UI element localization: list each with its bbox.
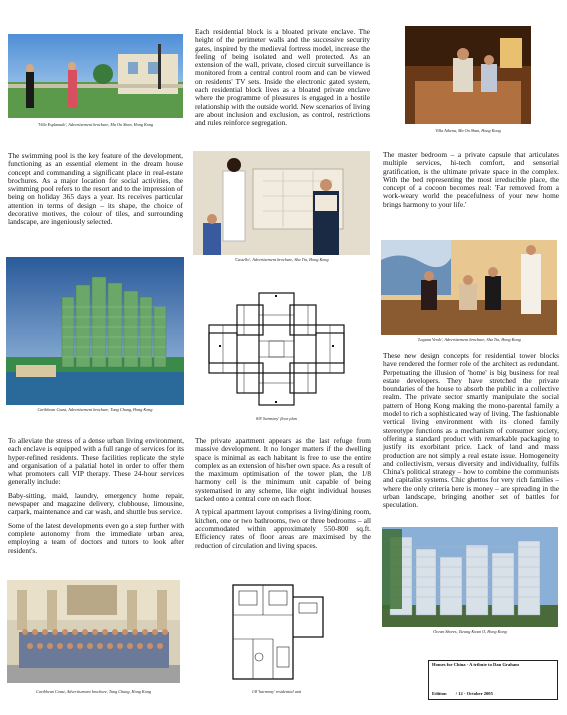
edition-label: Edition	[432, 691, 447, 696]
caption-villa-athena: Villa Athena, Ma On Shan, Hong Kong	[435, 128, 501, 133]
caption-castello: 'Castello', Advertisement brochure, Sha Tin, Hong Kong	[234, 257, 329, 262]
text-master-bedroom: The master bedroom – a private capsule that articulates multiple services, hi-tech comfort, and sensorial gratification, is the ultimate private space in the complex. With the bed representing the most irreducible place, the concept of a cocoon becomes real: 'Far removed from a work-weary world the peacefulness of your new home brings harmony to your life.'	[383, 150, 559, 209]
publication-footer	[428, 660, 558, 700]
edition-line	[432, 691, 493, 697]
harmony-floor-plan	[199, 285, 354, 413]
caption-caribbean-coast-bottom: Caribbean Coast, Advertisement brochure, Tung Chung, Hong Kong	[35, 689, 151, 694]
text-apartment-layout: A typical apartment layout comprises a living/dining room, kitchen, one or two bathrooms, two or three bedrooms – all accommodated within approximately 550-800 sq.ft. Efficiency rates of floor areas are maximised by the reduction of circulation and living spaces.	[195, 507, 371, 550]
caption-ocean-shores: Ocean Shores, Tseung Kwan O, Hong Kong	[433, 629, 507, 634]
text-private-apartment	[195, 437, 371, 555]
ocean-shores-photo	[382, 527, 558, 627]
text-services	[8, 437, 184, 560]
caption-caribbean-coast-top: Caribbean Coast, Advertisement brochure, Tung Chung, Hong Kong	[37, 407, 153, 412]
laguna-verde-photo	[381, 240, 557, 335]
caption-harmony-unit: 1/8 'harmony' residential unit	[251, 689, 302, 694]
edition-value: / 12 - October 2005	[455, 691, 493, 696]
caption-laguna-verde: 'Laguna Verde', Advertisement brochure, Sha Tin, Hong Kong	[417, 337, 521, 342]
castello-photo	[193, 151, 370, 255]
publication-title: Homes for China - A tribute to Dan Graham	[432, 662, 519, 667]
text-swimming-pool: The swimming pool is the key feature of the development, functioning as an essential element in the dream house concept and commanding a significant place in real-estate brochures. As a major location for social activities, the swimming pool refers to the resort and to the impression of being on holiday 365 days a year. Its receives particular attention in terms of design – its shape, the choice of decorative motives, the colour of tiles, and surrounding landscape, are ingeniously selected.	[8, 151, 183, 227]
caption-harmony-floor-plan: 8/8 'harmony' floor plan	[256, 416, 297, 421]
villa-esplanade-photo	[8, 34, 183, 118]
caribbean-coast-towers-photo	[6, 257, 184, 405]
text-residential-block: Each residential block is a bloated private enclave. The height of the perimeter walls and the successive security gates, inspired by the medieval fortress model, increase the feeling of being isolated and well protected. As an extension of the wall, private, closed circuit surveillance is monitored from a central control room and can be viewed on residents' TV sets. Inside the electronic gated system, each residential block lives as a bloated private enclave where the programme of pleasures is engaged in a hostile relationship with the outside world. New scenarios of living are about inclusion and exclusion, as control, restrictions and rules reinforce segregation.	[195, 27, 370, 128]
text-services-intro: To alleviate the stress of a dense urban living environment, each enclave is equipped with a full range of services for its hyper-refined residents. These facilities replicate the style and organisation of a palatial hotel in order to offer them what promoters call VIP therapy. These 24-hour services generally include:	[8, 436, 184, 487]
text-design-concepts: These new design concepts for residential tower blocks have rendered the former role of the architect as redundant. Perpetuating the illusion of 'home' is big business for real estate developers. They have stretched the private boundaries of the house to absorb the public in a collective realm. The private sector smartly manipulate the social pattern of Hong Kong making the mono-parental family a model to rich a sophisticated way of living. The fashionable vertical living environment with its cloned family stereotype functions as a mechanism of consumer society, offering a standard product with remarkable packaging to justify its exorbitant price. Lack of land and mass production are not simply a real estate issue. Homogeneity and collectivism, versus diversity and individuality, fulfils China's political strategy – how to combine the communists and capitalist systems. Chic ghettos for very rich families – where the only criteria here is money – are spreading in the urban landscape, bringing another set of battles for speculation.	[383, 351, 559, 510]
caption-villa-esplanade: 'Villa Esplanade', Advertisement brochure, Ma On Shan, Hong Kong	[37, 122, 154, 127]
text-services-autonomy: Some of the latest developments even go a step further with complete autonomy from the immediate urban area, employing a team of doctors and tutors to look after resident's.	[8, 520, 184, 555]
harmony-unit-plan	[213, 577, 340, 685]
caribbean-coast-staff-photo	[7, 580, 180, 683]
text-apartment-refuge: The private apartment appears as the last refuge from massive development. It no longer matters if the dwelling space is minimal as each habitant is free to use the entire complex as an extension of his/her own space. As a result of the maximum optimisation of the tower plan, the 1/8 harmony cell is the minimum unit capable of being systematised in any scheme, like eight individual houses tacked onto a central core on each floor.	[195, 436, 371, 504]
villa-athena-photo	[405, 26, 531, 124]
text-services-list: Baby-sitting, maid, laundry, emergency home repair, newspaper and magazine delivery, clubhouse, limousine, carpark, maintenance and car wash, and shuttle bus service.	[8, 490, 184, 517]
